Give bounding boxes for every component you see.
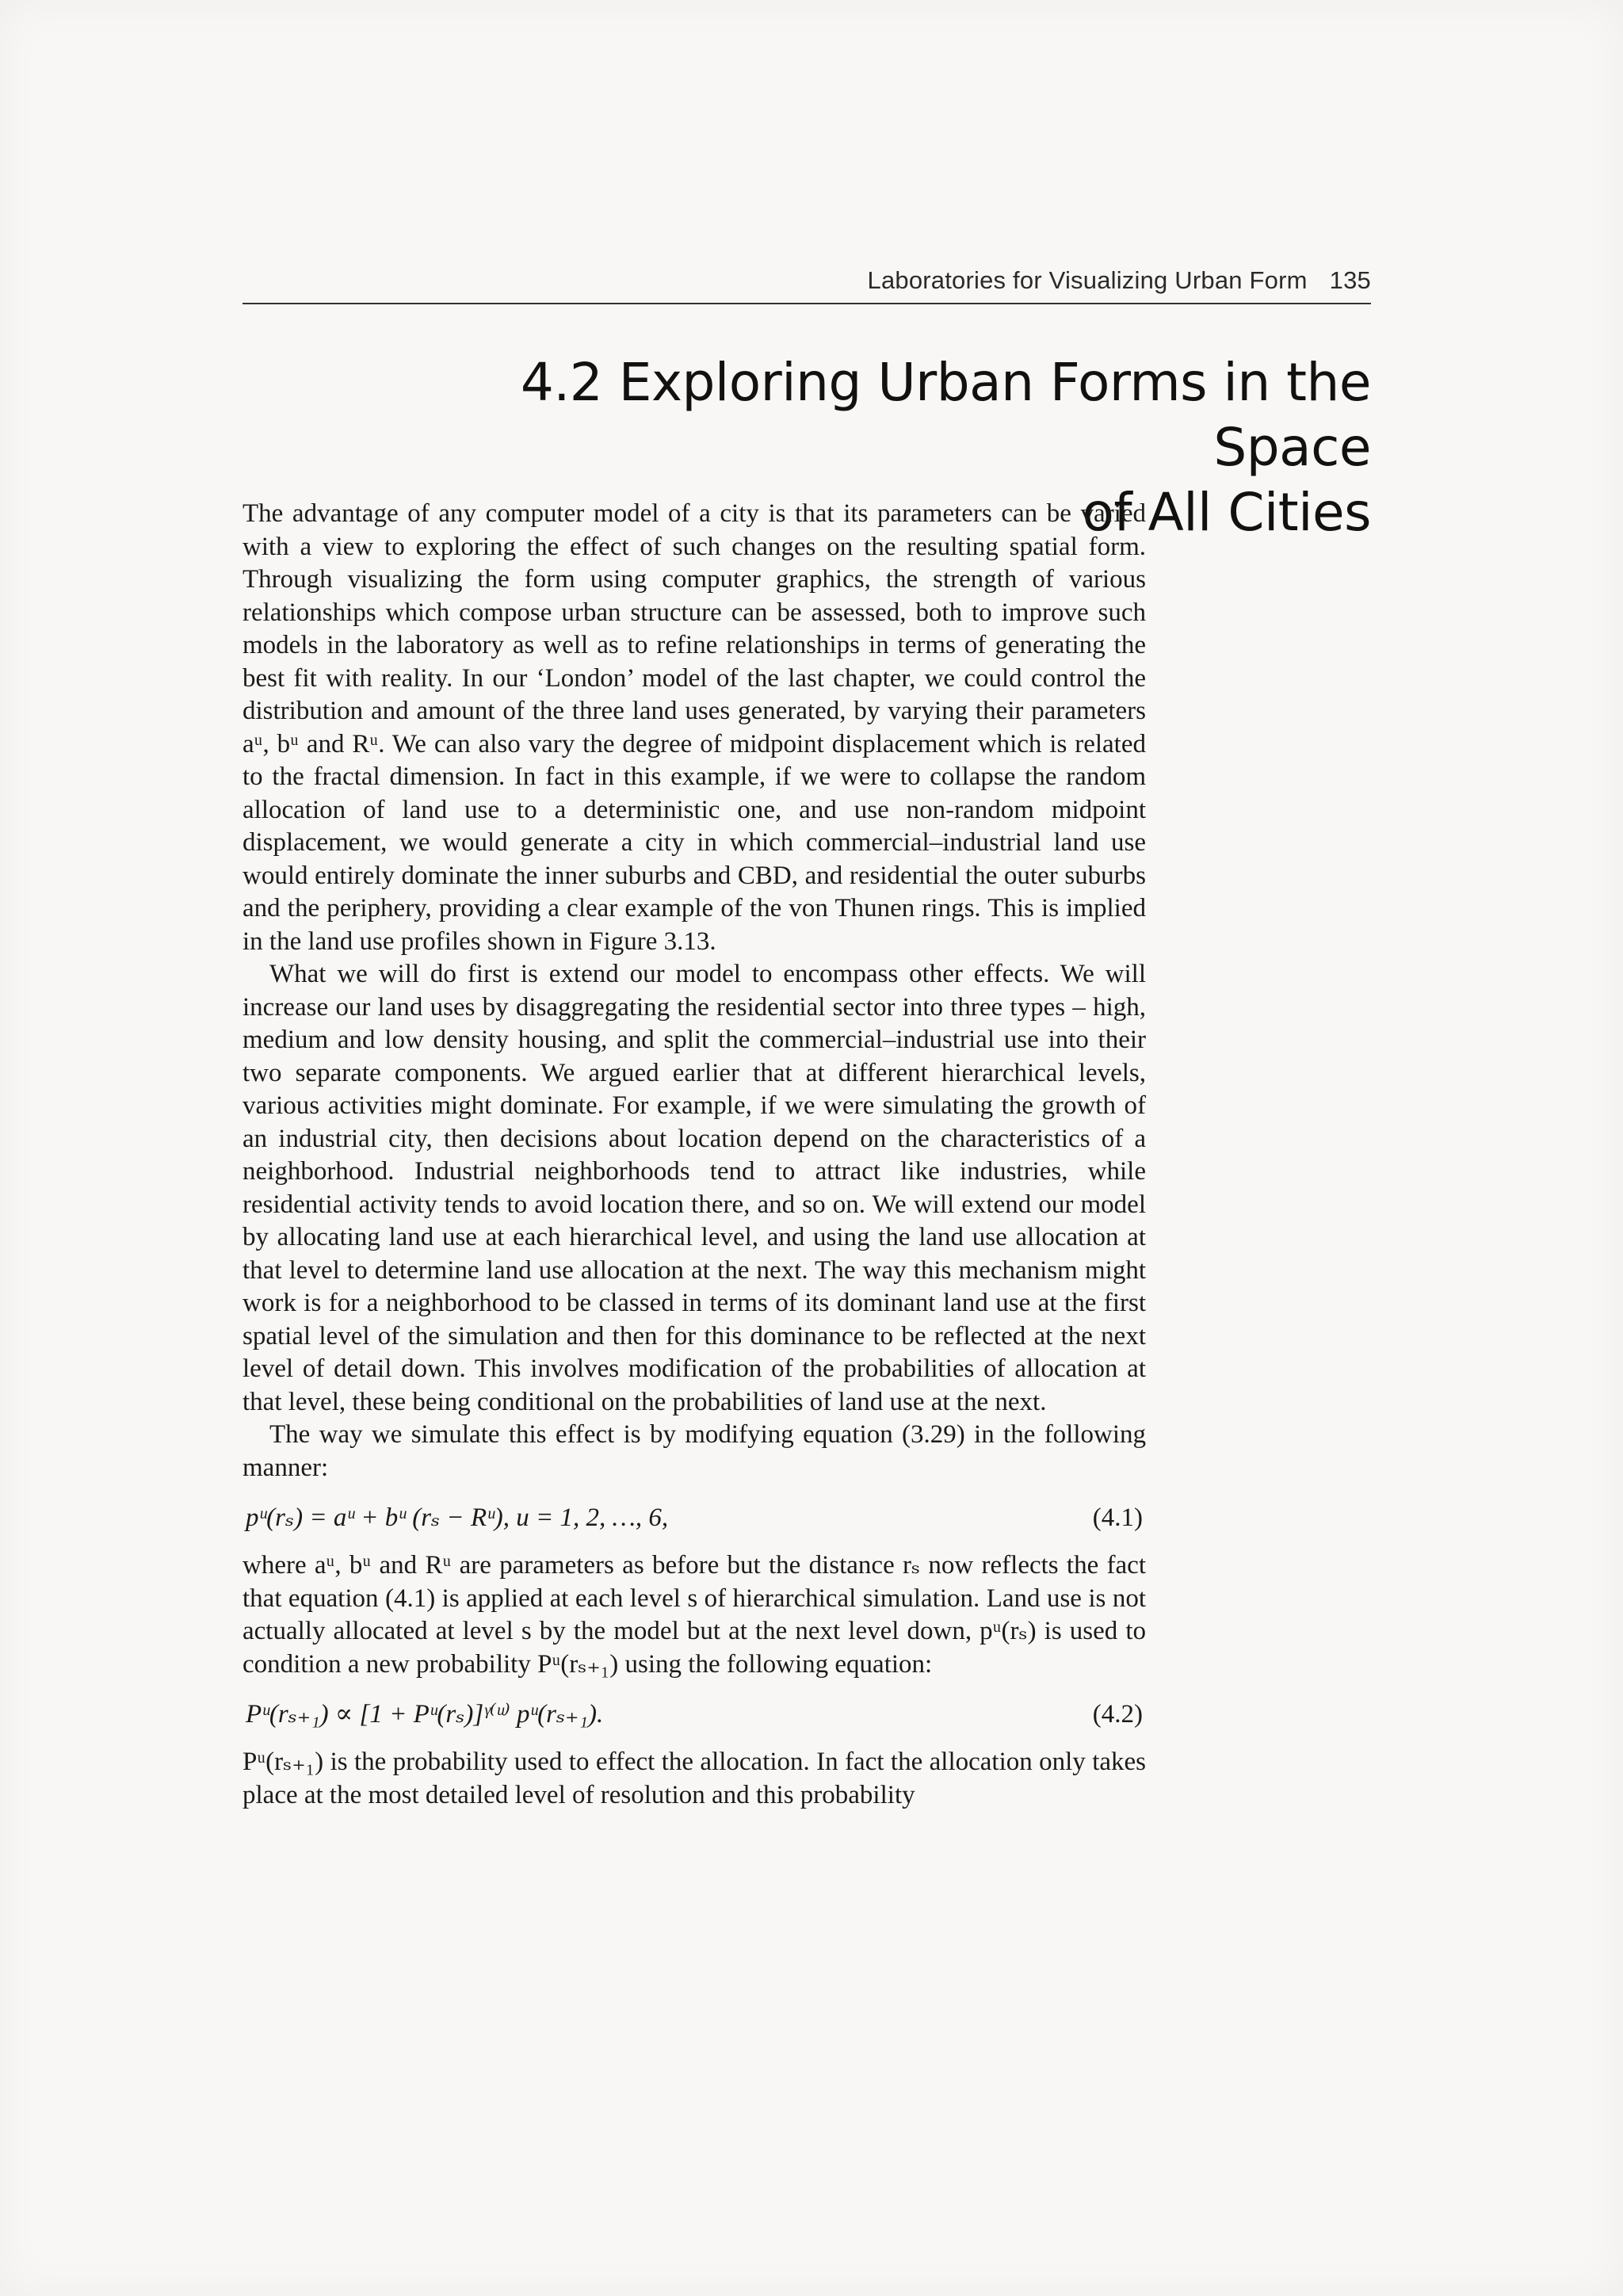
header-rule [242,303,1371,304]
section-title-line-1: 4.2 Exploring Urban Forms in the Space [520,352,1371,478]
paragraph-5: Pᵘ(rₛ₊₁) is the probability used to effect the allocation. In fact the allocation only takes place at the most detailed level of resolution and this probability [242,1748,1146,1809]
running-title: Laboratories for Visualizing Urban Form [867,266,1308,294]
equation-4-2-number: (4.2) [1092,1700,1143,1729]
equation-4-1-number: (4.1) [1092,1503,1143,1532]
running-header [242,266,1371,295]
equation-4-2-formula: Pᵘ(rₛ₊₁) ∝ [1 + Pᵘ(rₛ)]ᵞ⁽ᵘ⁾ pᵘ(rₛ₊₁). [246,1700,604,1729]
equation-4-1-formula: pᵘ(rₛ) = aᵘ + bᵘ (rₛ − Rᵘ), u = 1, 2, …, 6, [246,1503,669,1532]
section-title-line-2: of All Cities [1082,482,1371,543]
equation-4-2 [242,1681,1146,1746]
paragraph-2: What we will do first is extend our model to encompass other effects. We will increase our land uses by disaggregating the residential sector into three types – high, medium and low density housing, and split the commercial–industrial use into their two separate components. We argued earlier that at different hierarchical levels, various activities might dominate. For example, if we were simulating the growth of an industrial city, then decisions about location depend on the characteristics of a neighborhood. Industrial neighborhoods tend to attract like industries, while residential activity tends to avoid location there, and so on. We will extend our model by allocating land use at each hierarchical level, and using the land use allocation at that level to determine land use allocation at the next. The way this mechanism might work is for a neighborhood to be classed in terms of its dominant land use at the first spatial level of the simulation and then for this dominance to be reflected at the next level of detail down. This involves modification of the probabilities of allocation at that level, these being conditional on the probabilities of land use at the next. [242,960,1146,1416]
paragraph-3: The way we simulate this effect is by modifying equation (3.29) in the following manner: [242,1420,1146,1482]
body-text [242,498,1146,1812]
paragraph-4: where aᵘ, bᵘ and Rᵘ are parameters as before but the distance rₛ now reflects the fact that equation (4.1) is applied at each level s of hierarchical simulation. Land use is not actually allocated at level s by the model but at the next level down, pᵘ(rₛ) is used to condition a new probability Pᵘ(rₛ₊₁) using the following equation: [242,1551,1146,1679]
page-number: 135 [1329,266,1371,294]
equation-4-1 [242,1484,1146,1549]
paragraph-1: The advantage of any computer model of a city is that its parameters can be varied with a view to exploring the effect of such changes on the resulting spatial form. Through visualizing the form using computer graphics, the strength of various relationships which compose urban structure can be assessed, both to improve such models in the laboratory as well as to refine relationships in terms of generating the best fit with reality. In our ‘London’ model of the last chapter, we could control the distribution and amount of the three land uses generated, by varying their parameters aᵘ, bᵘ and Rᵘ. We can also vary the degree of midpoint displacement which is related to the fractal dimension. In fact in this example, if we were to collapse the random allocation of land use to a deterministic one, and use non-random midpoint displacement, we would generate a city in which commercial–industrial land use would entirely dominate the inner suburbs and CBD, and residential the outer suburbs and the periphery, providing a clear example of the von Thunen rings. This is implied in the land use profiles shown in Figure 3.13. [242,499,1146,956]
